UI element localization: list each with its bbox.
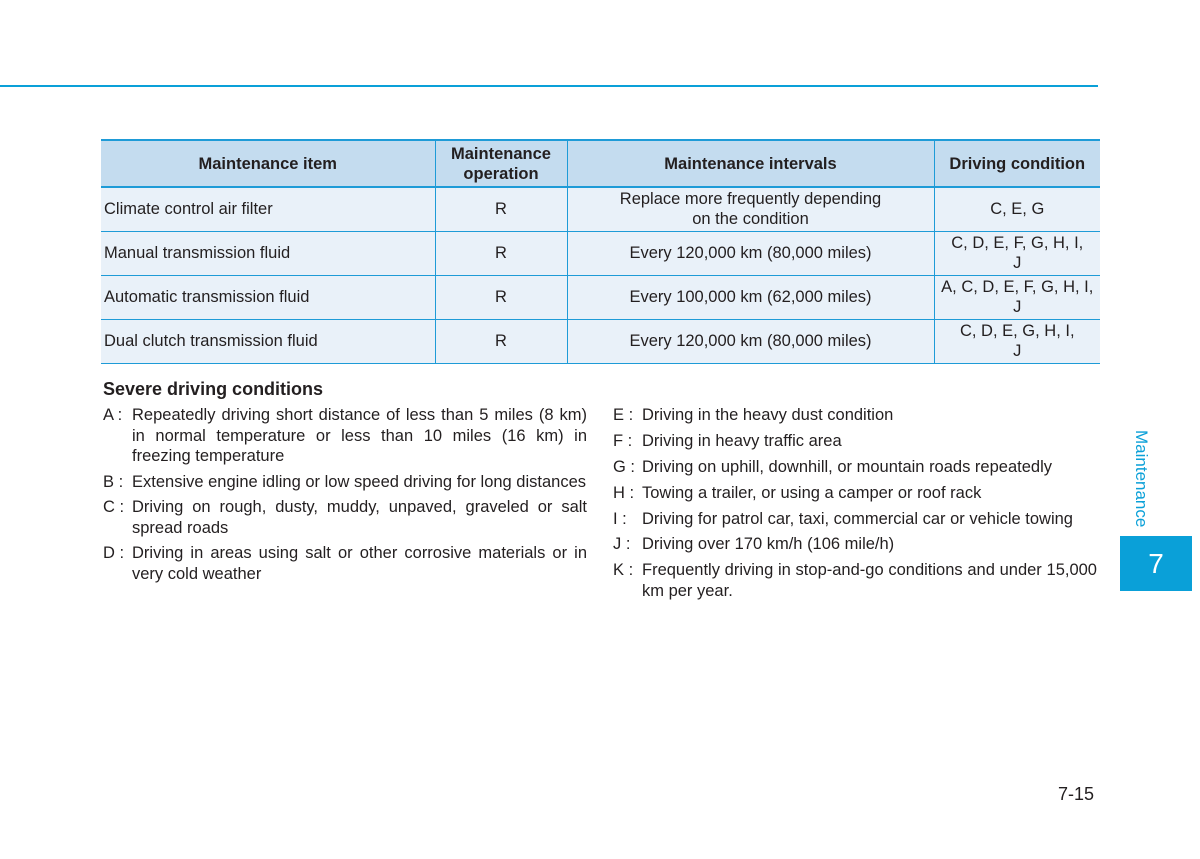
cell-interval: Replace more frequently depending on the condition [567,187,934,231]
cell-item: Dual clutch transmission fluid [101,319,435,363]
cell-item: Climate control air filter [101,187,435,231]
condition-letter: I : [613,509,627,528]
list-item [613,483,1097,504]
condition-text: Towing a trailer, or using a camper or roof rack [642,483,982,502]
condition-text: Driving on rough, dusty, muddy, unpaved, graveled or salt spread roads [132,498,587,537]
condition-text: Driving on uphill, downhill, or mountain roads repeatedly [642,457,1052,476]
condition-letter: B : [103,472,124,491]
cell-interval: Every 100,000 km (62,000 miles) [567,275,934,319]
cell-item: Manual transmission fluid [101,231,435,275]
table-row [101,319,1100,363]
list-item [103,472,587,493]
cell-condition: C, D, E, G, H, I, J [934,319,1100,363]
cell-operation: R [435,319,567,363]
list-item [613,405,1097,426]
header-maintenance-intervals: Maintenance intervals [567,140,934,187]
condition-text: Driving in areas using salt or other corrosive materials or in very cold weather [132,544,587,583]
list-item [103,543,587,584]
condition-text: Repeatedly driving short distance of less than 5 miles (8 km) in normal temperature or less than 10 miles (16 km) in freezing temperature [132,406,587,465]
cell-operation: R [435,231,567,275]
condition-text: Driving in heavy traffic area [642,431,842,450]
top-rule [0,85,1098,87]
list-item [613,509,1097,530]
condition-letter: F : [613,431,633,450]
list-item [103,405,587,467]
table-header-row [101,140,1100,187]
chapter-number-tab: 7 [1120,536,1192,591]
list-item [613,560,1097,601]
condition-letter: A : [103,406,123,424]
list-item [613,534,1097,555]
cell-interval: Every 120,000 km (80,000 miles) [567,319,934,363]
conditions-list-left [103,405,587,589]
cell-operation: R [435,275,567,319]
cell-condition: C, D, E, F, G, H, I, J [934,231,1100,275]
table-row [101,231,1100,275]
chapter-tab-label: Maintenance [1132,430,1151,528]
table-row [101,187,1100,231]
condition-text: Frequently driving in stop-and-go conditions and under 15,000 km per year. [642,561,1097,600]
condition-letter: C : [103,498,125,516]
header-maintenance-item: Maintenance item [101,140,435,187]
cell-item: Automatic transmission fluid [101,275,435,319]
condition-text: Driving over 170 km/h (106 mile/h) [642,535,895,554]
condition-text: Driving for patrol car, taxi, commercial car or vehicle towing [642,509,1073,528]
list-item [103,497,587,538]
condition-letter: G : [613,457,636,476]
header-driving-condition: Driving condition [934,140,1100,187]
condition-letter: E : [613,406,634,424]
condition-letter: J : [613,535,631,554]
cell-interval: Every 120,000 km (80,000 miles) [567,231,934,275]
list-item [613,457,1097,478]
condition-text: Driving in the heavy dust condition [642,406,894,424]
condition-text: Extensive engine idling or low speed driving for long distances [132,472,587,491]
maintenance-table [101,139,1100,364]
table-row [101,275,1100,319]
condition-letter: H : [613,483,635,502]
condition-letter: D : [103,544,125,562]
list-item [613,431,1097,452]
cell-condition: A, C, D, E, F, G, H, I, J [934,275,1100,319]
severe-conditions-title: Severe driving conditions [103,379,324,399]
condition-letter: K : [613,561,634,580]
conditions-list-right [613,405,1097,607]
cell-condition: C, E, G [934,187,1100,231]
cell-operation: R [435,187,567,231]
header-maintenance-operation: Maintenance operation [435,140,567,187]
page-number: 7-15 [1058,784,1095,804]
